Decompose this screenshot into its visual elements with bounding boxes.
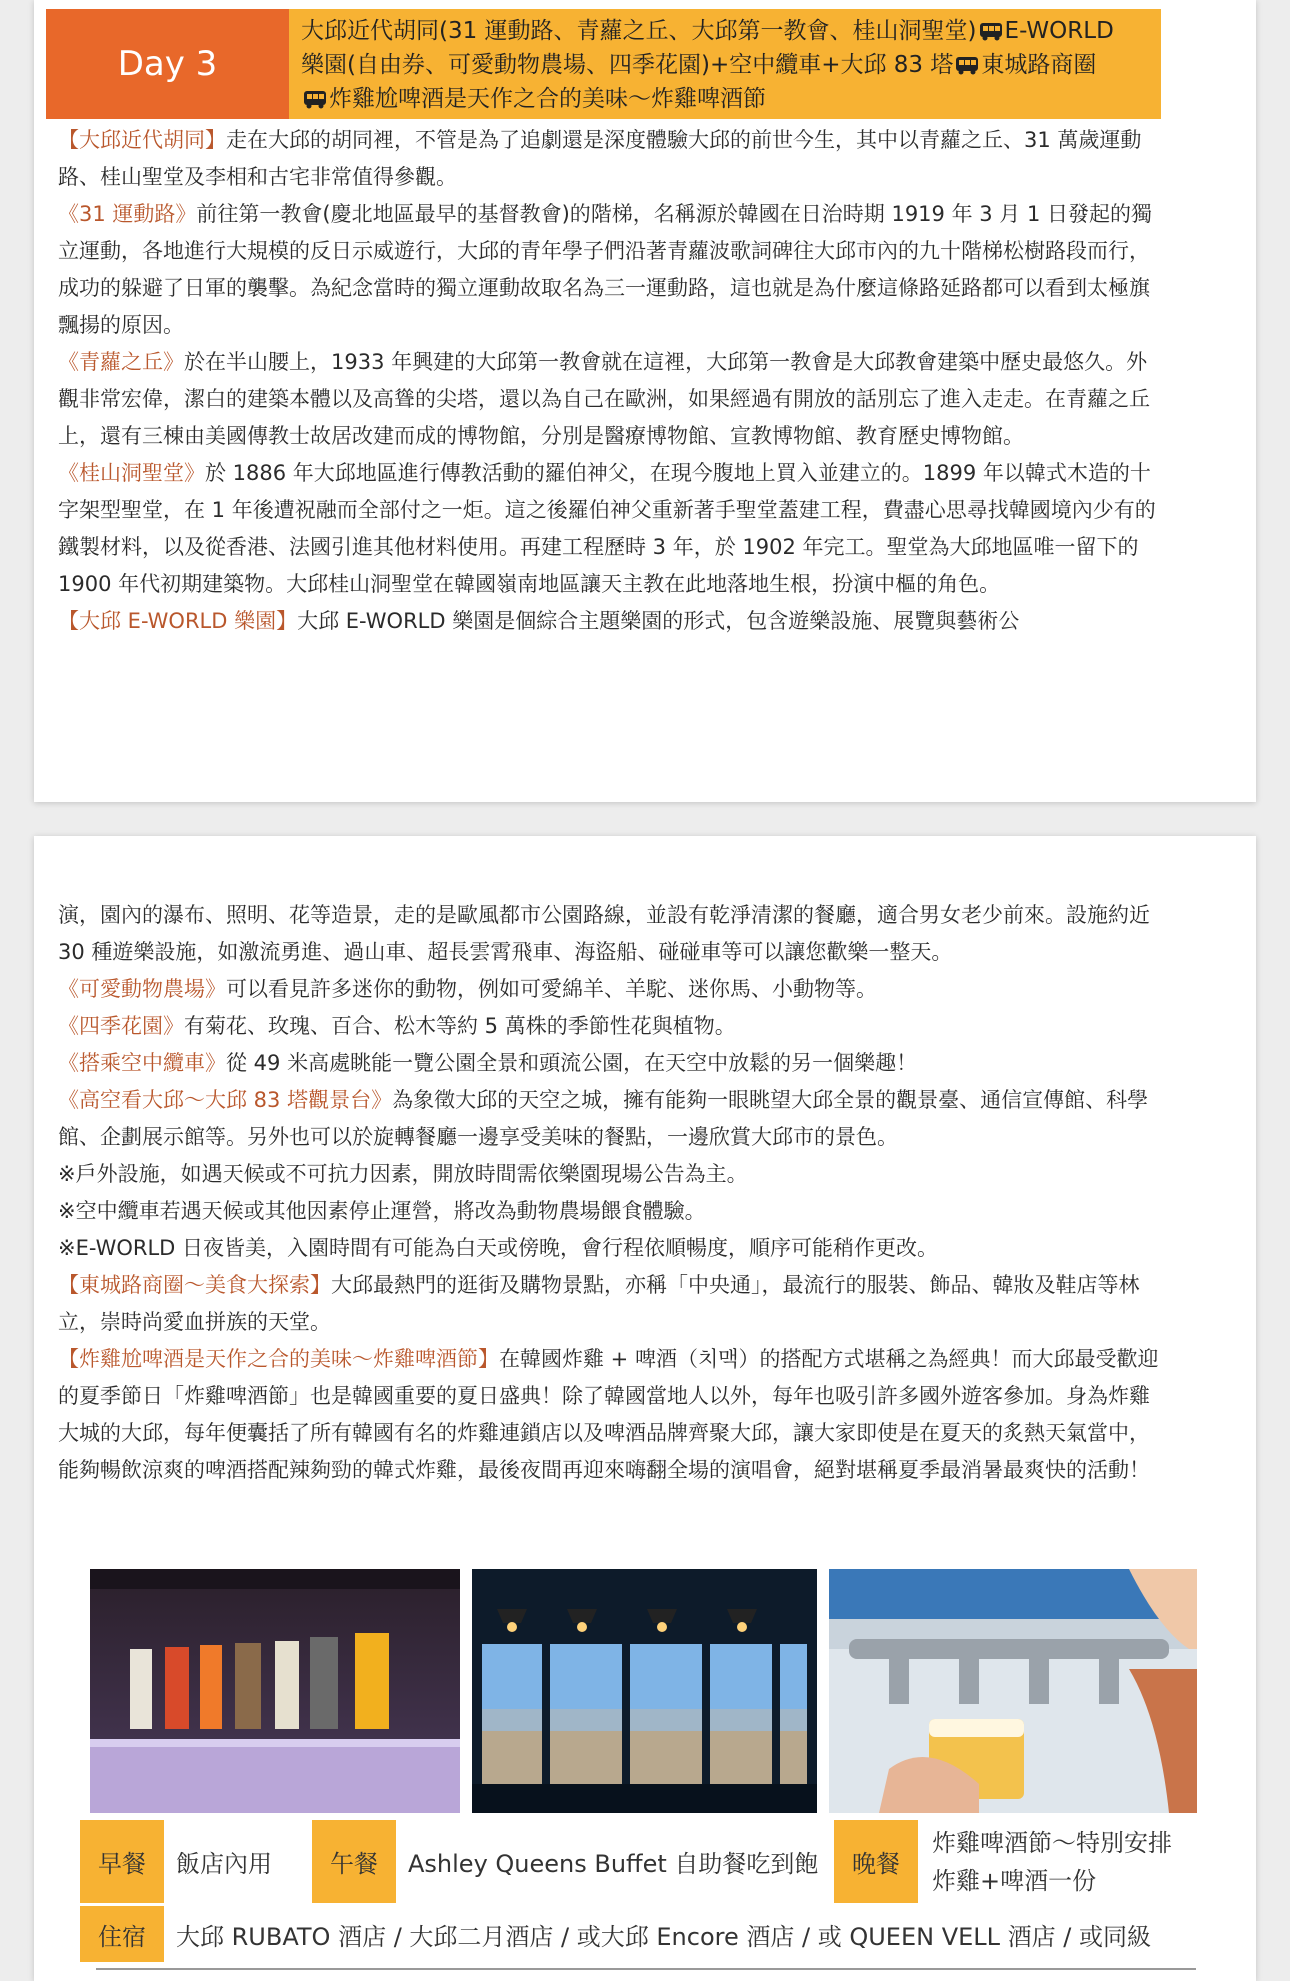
bus-icon — [303, 89, 327, 109]
note: ※空中纜車若遇天候或其他因素停止運營，將改為動物農場餵食體驗。 — [58, 1199, 706, 1223]
paragraph-text: 於 1886 年大邱地區進行傳教活動的羅伯神父，在現今腹地上買入並建立的。1899 年以韓式木造的十字架型聖堂，在 1 年後遭祝融而全部付之一炬。這之後羅伯神父重新著手聖堂蓋建工程，費盡心思尋找韓國境內少有的鐵製材料，以及從香港、法國引進其他材料使用。再建工程歷時 3 年，於 1902 年完工。聖堂為大邱地區唯一留下的 1900 年代初期建築物。大邱桂山洞聖堂在韓國嶺南地區讓天主教在此地落地生根，扮演中樞的角色。 — [58, 461, 1156, 596]
photo-beer-tap — [829, 1569, 1197, 1813]
day-title-line2 — [301, 48, 1149, 82]
paragraph — [58, 1267, 1166, 1341]
keyword: 《搭乘空中纜車》 — [58, 1051, 226, 1075]
day-title — [289, 9, 1161, 119]
section1-text — [58, 122, 1166, 640]
paragraph — [58, 971, 1166, 1008]
paragraph-text: 在韓國炸雞 + 啤酒（치맥）的搭配方式堪稱之為經典！而大邱最受歡迎的夏季節日「炸雞啤酒節」也是韓國重要的夏日盛典！除了韓國當地人以外，每年也吸引許多國外遊客參加。身為炸雞大城的大邱，每年便囊括了所有韓國有名的炸雞連鎖店以及啤酒品牌齊聚大邱，讓大家即使是在夏天的炙熱天氣當中，能夠暢飲涼爽的啤酒搭配辣夠勁的韓式炸雞，最後夜間再迎來嗨翻全場的演唱會，絕對堪稱夏季最消暑最爽快的活動！ — [58, 1347, 1159, 1482]
hotel-value: 大邱 RUBATO 酒店 / 大邱二月酒店 / 或大邱 Encore 酒店 / 或 QUEEN VELL 酒店 / 或同級 — [176, 1922, 1152, 1951]
paragraph — [58, 122, 1166, 196]
divider — [96, 1968, 1196, 1970]
day-title-line1 — [301, 14, 1149, 48]
paragraph — [58, 344, 1166, 455]
note: ※E-WORLD 日夜皆美，入園時間有可能為白天或傍晚，會行程依順暢度，順序可能稍作更改。 — [58, 1236, 939, 1260]
keyword: 《青蘿之丘》 — [58, 350, 184, 374]
keyword: 《桂山洞聖堂》 — [58, 461, 205, 485]
paragraph-text: 可以看見許多迷你的動物，例如可愛綿羊、羊駝、迷你馬、小動物等。 — [226, 977, 877, 1001]
keyword: 《可愛動物農場》 — [58, 977, 226, 1001]
day-badge: Day 3 — [46, 9, 289, 119]
keyword: 【東城路商圈～美食大探索】 — [58, 1273, 331, 1297]
dinner-line: 炸雞+啤酒一份 — [932, 1867, 1097, 1895]
paragraph — [58, 1045, 1166, 1082]
paragraph-text: 前往第一教會(慶北地區最早的基督教會)的階梯，名稱源於韓國在日治時期 1919 年 3 月 1 日發起的獨立運動，各地進行大規模的反日示威遊行，大邱的青年學子們沿著青蘿波歌詞碑往大邱市內的九十階梯松樹路段而行，成功的躲避了日軍的襲擊。為紀念當時的獨立運動故取名為三一運動路，這也就是為什麼這條路延路都可以看到太極旗飄揚的原因。 — [58, 202, 1153, 337]
keyword: 【大邱近代胡同】 — [58, 128, 226, 152]
paragraph-text: 有菊花、玫瑰、百合、松木等約 5 萬株的季節性花與植物。 — [184, 1014, 736, 1038]
keyword: 《四季花園》 — [58, 1014, 184, 1038]
photo-tower-view — [472, 1569, 817, 1813]
paragraph-text: 大邱 E-WORLD 樂園是個綜合主題樂園的形式，包含遊樂設施、展覽與藝術公 — [297, 609, 1020, 633]
title-text: E-WORLD — [1004, 18, 1114, 44]
paragraph — [58, 1008, 1166, 1045]
dinner-label: 晚餐 — [834, 1820, 918, 1903]
keyword: 《31 運動路》 — [58, 202, 197, 226]
paragraph — [58, 455, 1166, 603]
paragraph — [58, 196, 1166, 344]
lunch-value: Ashley Queens Buffet 自助餐吃到飽 — [408, 1850, 819, 1878]
title-text: 樂園(自由券、可愛動物農場、四季花園)+空中纜車+大邱 83 塔 — [301, 52, 954, 78]
title-text: 大邱近代胡同(31 運動路、青蘿之丘、大邱第一教會、桂山洞聖堂) — [301, 18, 977, 44]
breakfast-label: 早餐 — [80, 1820, 164, 1903]
hotel-label: 住宿 — [80, 1906, 164, 1962]
breakfast-value: 飯店內用 — [176, 1850, 272, 1878]
paragraph-text: 為象徵大邱的天空之城，擁有能夠一眼眺望大邱全景的觀景臺、通信宣傳館、科學館、企劃展示館等。另外也可以於旋轉餐廳一邊享受美味的餐點，一邊欣賞大邱市的景色。 — [58, 1088, 1149, 1149]
lunch-label: 午餐 — [312, 1820, 396, 1903]
keyword: 【炸雞尬啤酒是天作之合的美味～炸雞啤酒節】 — [58, 1347, 499, 1371]
note: ※戶外設施，如遇天候或不可抗力因素，開放時間需依樂園現場公告為主。 — [58, 1162, 748, 1186]
paragraph — [58, 603, 1166, 640]
paragraph-text: 於在半山腰上，1933 年興建的大邱第一教會就在這裡，大邱第一教會是大邱教會建築中歷史最悠久。外觀非常宏偉，潔白的建築本體以及高聳的尖塔，還以為自己在歐洲，如果經過有開放的話別忘了進入走走。在青蘿之丘上，還有三棟由美國傳教士故居改建而成的博物館，分別是醫療博物館、宣教博物館、教育歷史博物館。 — [58, 350, 1150, 448]
bus-icon — [979, 21, 1003, 41]
dinner-value — [932, 1822, 1172, 1902]
keyword: 【大邱 E-WORLD 樂園】 — [58, 609, 298, 633]
paragraph — [58, 897, 1166, 971]
paragraph-text: 大邱最熱門的逛街及購物景點，亦稱「中央通」，最流行的服裝、飾品、韓妝及鞋店等林立，崇時尚愛血拼族的天堂。 — [58, 1273, 1140, 1334]
photo-suit-exhibit — [90, 1569, 460, 1813]
paragraph-text: 從 49 米高處眺能一覽公園全景和頭流公園，在天空中放鬆的另一個樂趣！ — [226, 1051, 918, 1075]
paragraph-text: 走在大邱的胡同裡，不管是為了追劇還是深度體驗大邱的前世今生，其中以青蘿之丘、31 萬歲運動路、桂山聖堂及李相和古宅非常值得參觀。 — [58, 128, 1142, 189]
keyword: 《高空看大邱～大邱 83 塔觀景台》 — [58, 1088, 393, 1112]
title-text: 東城路商圈 — [981, 52, 1097, 78]
paragraph — [58, 1082, 1166, 1156]
section2-text — [58, 897, 1166, 1489]
bus-icon — [955, 55, 979, 75]
title-text: 炸雞尬啤酒是天作之合的美味～炸雞啤酒節 — [329, 86, 766, 112]
paragraph — [58, 1341, 1166, 1489]
photo-row — [0, 1569, 1290, 1813]
paragraph-text: 演，園內的瀑布、照明、花等造景，走的是歐風都市公園路線，並設有乾淨清潔的餐廳，適合男女老少前來。設施約近 30 種遊樂設施，如激流勇進、過山車、超長雲霄飛車、海盜船、碰碰車等可以讓您歡樂一整天。 — [58, 903, 1150, 964]
day-title-line3 — [301, 82, 1149, 116]
dinner-line: 炸雞啤酒節～特別安排 — [932, 1829, 1172, 1857]
